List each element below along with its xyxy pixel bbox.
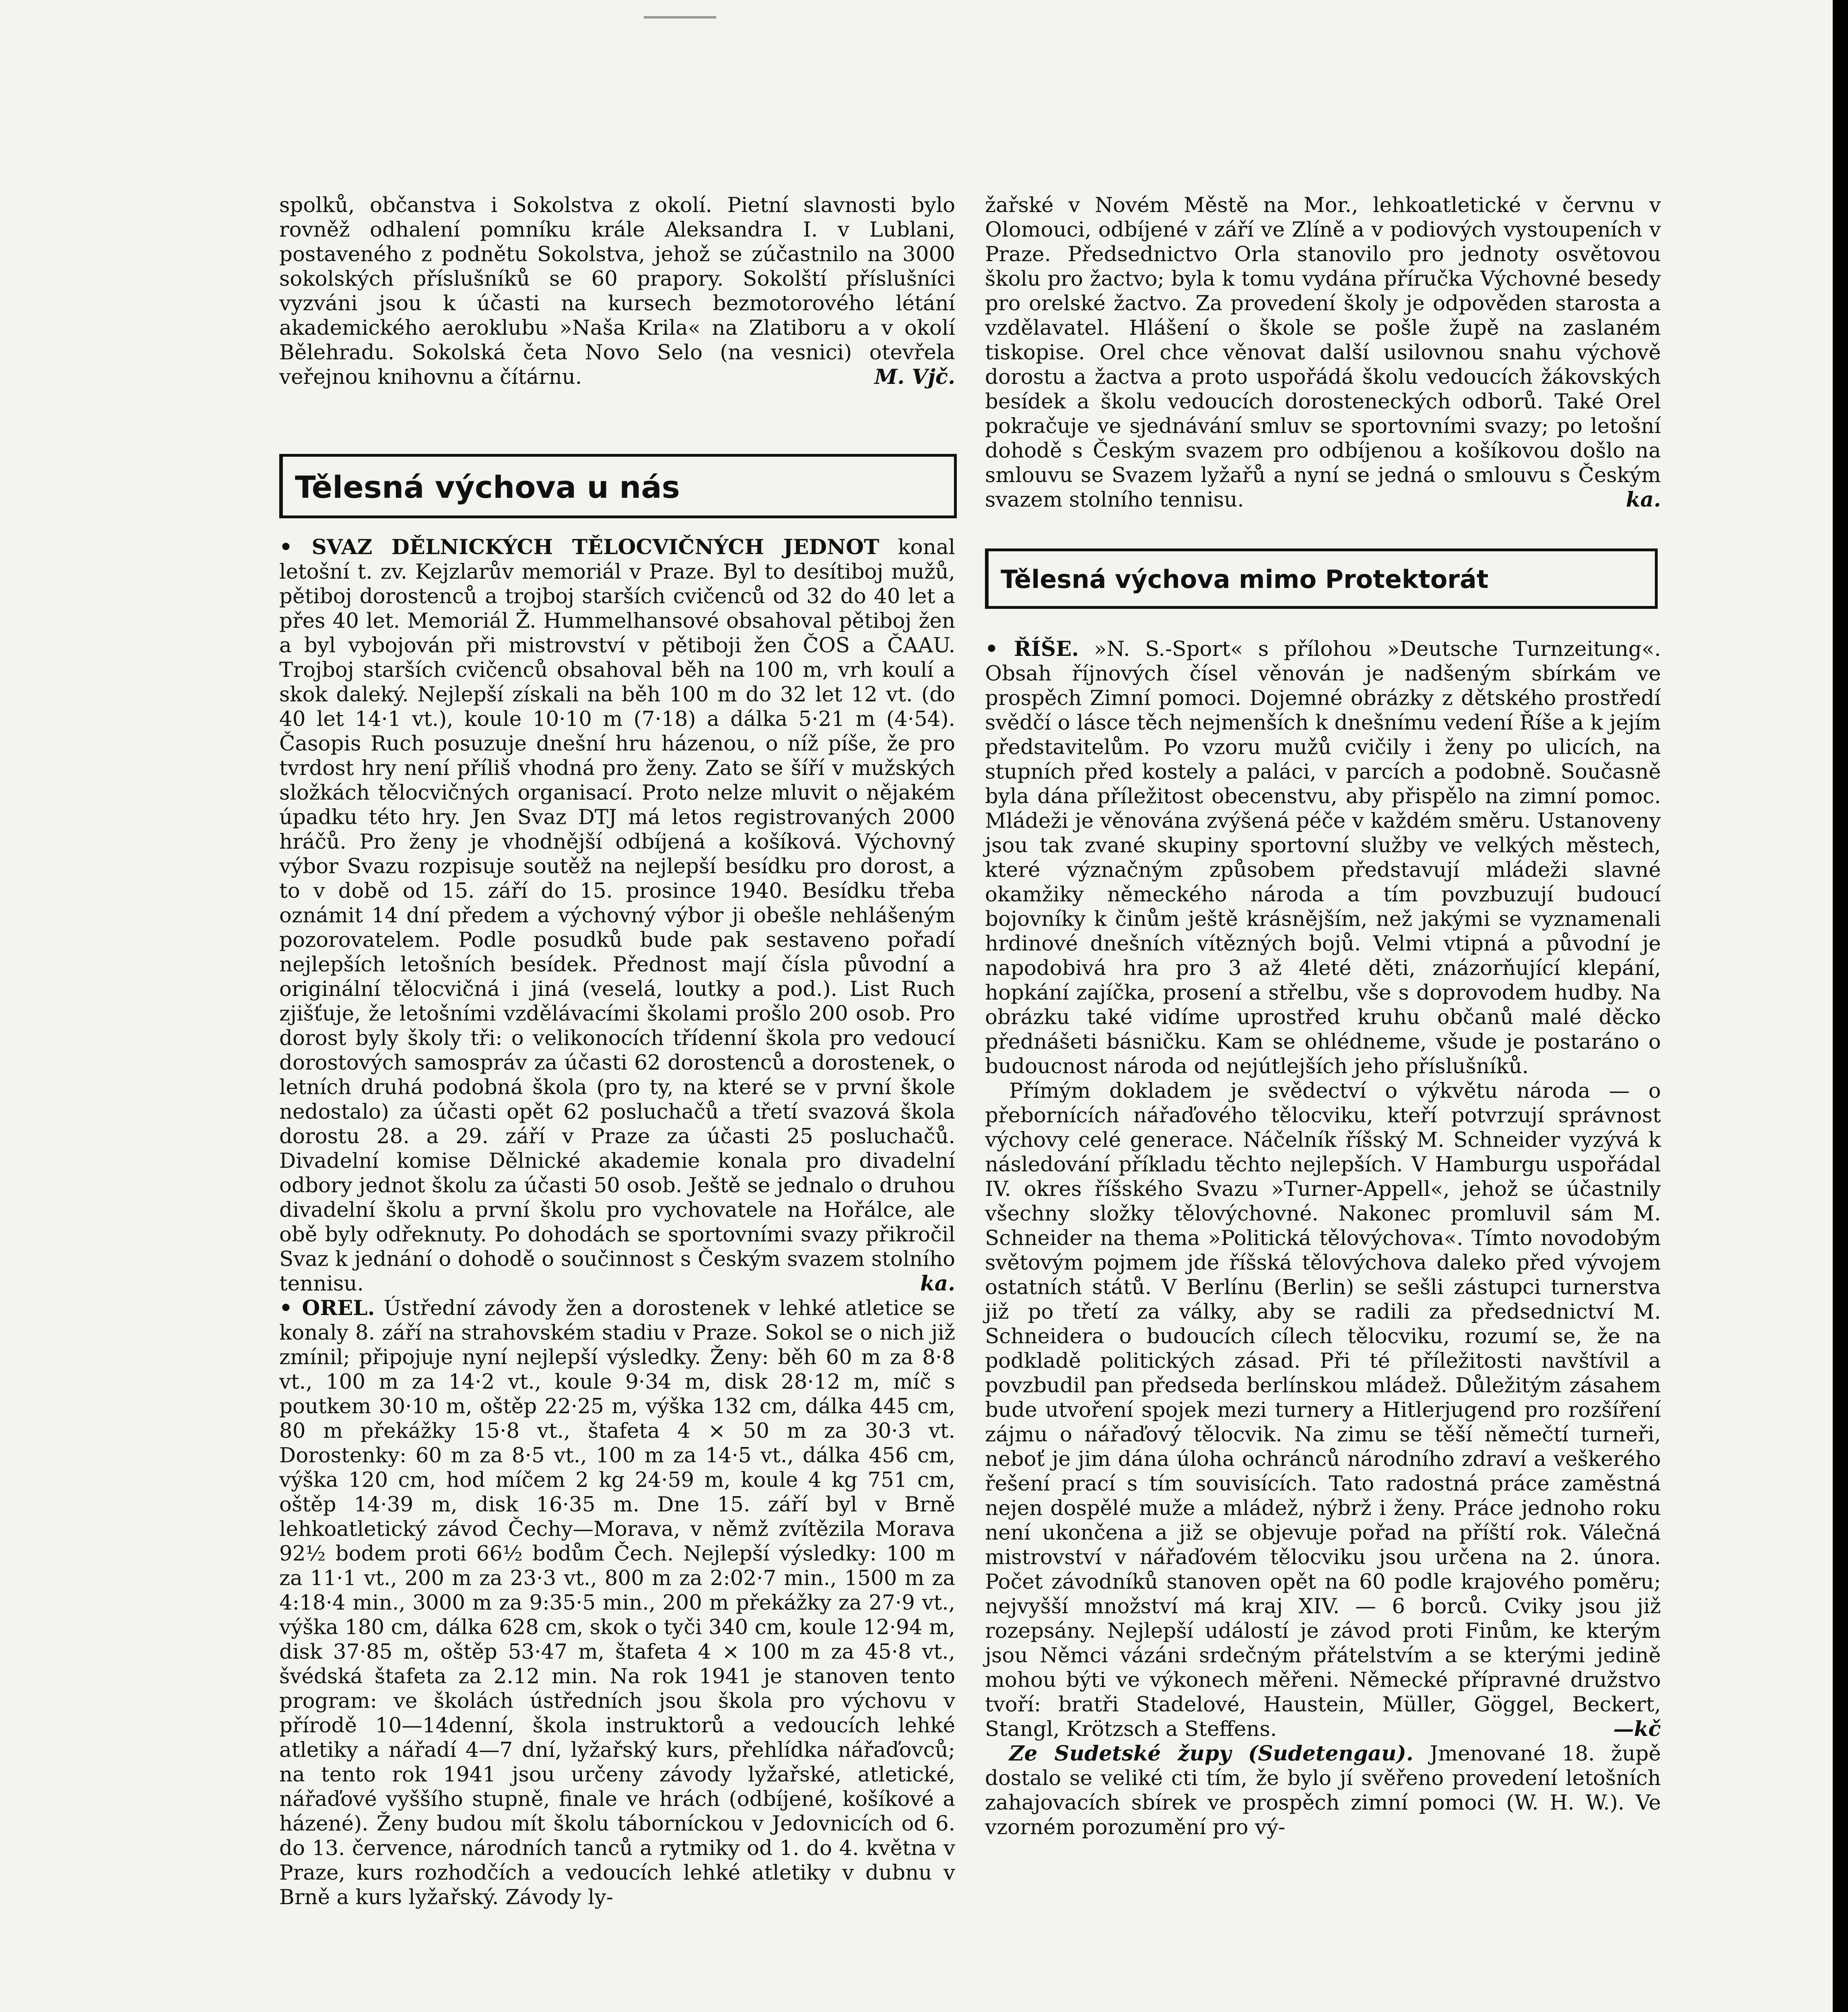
rise-title: • ŘÍŠE. [985,637,1079,661]
intro-paragraph: spolků, občanstva i Sokolstva z okolí. Pietní slavnosti bylo rovněž odhalení pomníku krále Aleksandra I. v Lublani, postaveného z podnětu Sokolstva, jehož se zúčastnilo na 3000 sokolských příslušníků se 60 prapory. Sokolští příslušníci vyzváni jsou k účasti na kursech bezmotorového létání akademického aeroklubu »Naša Krila« na Zlatiboru a v okolí Bělehradu. Sokolská četa Novo Selo (na vesnici) otevřela veřejnou knihovnu a čítárnu. M. Vjč. [279,193,955,389]
sudety-title: Ze Sudetské župy (Sudetengau). [1009,1742,1413,1766]
sudety-paragraph: Ze Sudetské župy (Sudetengau). Jmenované 18. župě dostalo se veliké cti tím, že bylo jí svěřeno provedení letošních zahajovacích sbírek ve prospěch zimní pomoci (W. H. W.). Ve vzorném porozumění pro vý- [985,1742,1661,1839]
orel-paragraph: • OREL. Ústřední závody žen a dorostenek v lehké atletice se konaly 8. září na strahovském stadiu v Praze. Sokol se o nich již zmínil; připojuje nyní nejlepší výsledky. Ženy: běh 60 m za 8·8 vt., 100 m za 14·2 vt., koule 9·34 m, disk 28·12 m, míč s poutkem 30·10 m, oštěp 22·25 m, výška 132 cm, dálka 445 cm, 80 m překážky 15·8 vt., štafeta 4 × 50 m za 30·3 vt. Dorostenky: 60 m za 8·5 vt., 100 m za 14·5 vt., dálka 456 cm, výška 120 cm, hod míčem 2 kg 24·59 m, koule 4 kg 751 cm, oštěp 14·39 m, disk 16·35 m. Dne 15. září byl v Brně lehkoatletický závod Čechy—Morava, v němž zvítězila Morava 92½ bodem proti 66½ bodům Čech. Nejlepší výsledky: 100 m za 11·1 vt., 200 m za 23·3 vt., 800 m za 2:02·7 min., 1500 m za 4:18·4 min., 3000 m za 9:35·5 min., 200 m překážky za 27·9 vt., výška 180 cm, dálka 628 cm, skok o tyči 340 cm, koule 12·94 m, disk 37·85 m, oštěp 53·47 m, štafeta 4 × 100 m za 45·8 vt., švédská štafeta za 2.12 min. Na rok 1941 je stanoven tento program: ve školách ústředních jsou škola pro výchovu v přírodě 10—14denní, škola instruktorů a vedoucích lehké atletiky a nářadí 4—7 dní, lyžařský kurs, přehlídka nářaďovců; na tento rok 1941 jsou určeny závody lyžařské, atletické, nářaďové vyššího stupně, finale ve hrách (odbíjené, košíkové a házené). Ženy budou mít školu táborníckou v Jedovnicích od 6. do 13. července, národních tanců a rytmiky od 1. do 4. května v Praze, kurs rozhodčích a vedoucích lehké atletiky v dubnu v Brně a kurs lyžařský. Závody ly- [279,1296,955,1909]
section-heading-domestic: Tělesná výchova u nás [279,454,957,518]
rise-paragraph-2: Přímým dokladem je svědectví o výkvětu národa — o přebornících nářaďového tělocviku, kteří potvrzují správnost výchovy celé generace. Náčelník říšský M. Schneider vyzývá k následování příkladu těchto nejlepších. V Hamburgu uspořádal IV. okres říšského Svazu »Turner-Appell«, jehož se účastnily všechny složky tělovýchovné. Nakonec promluvil sám M. Schneider na thema »Politická tělovýchova«. Tímto novodobým světovým pojmem jde říšská tělovýchova daleko před vývojem ostatních států. V Berlínu (Berlin) se sešli zástupci turnerstva již po třetí za války, aby se radili za předsednictví M. Schneidera o budoucích cílech tělocviku, rozumí se, že na podkladě politických zásad. Při té příležitosti navštívil a povzbudil pan předseda berlínskou mládež. Důležitým zásahem bude utvoření spojek mezi turnery a Hitlerjugend pro rozšíření zájmu o nářaďový tělocvik. Na zimu se těší němečtí turneři, neboť je jim dána úloha ochránců národního zdraví a veškerého řešení prací s tím souvisících. Tato radostná práce zaměstná nejen dospělé muže a mládež, nýbrž i ženy. Práce jednoho roku není ukončena a již se objevuje pořad na příští rok. Válečná mistrovství v nářaďovém tělocviku jsou určena na 2. února. Počet závodníků stanoven opět na 60 podle krajového poměru; nejvyšší množství má kraj XIV. — 6 borců. Cviky jsou již rozepsány. Nejlepší událostí je závod proti Finům, ke kterým jsou Němci vázáni srdečným přátelstvím a se kterými jedině mohou býti ve výkonech měřeni. Německé přípravné družstvo tvoří: bratři Stadelové, Haustein, Müller, Göggel, Beckert, Stangl, Krötzsch a Steffens. —kč [985,1079,1661,1741]
section-heading-abroad: Tělesná výchova mimo Protektorát [985,548,1658,609]
svaz-signature: ka. [920,1272,955,1296]
continuation-signature: ka. [1626,488,1661,512]
intro-signature: M. Vjč. [874,365,955,389]
continuation-paragraph: žařské v Novém Městě na Mor., lehkoatletické v červnu v Olomouci, odbíjené v září ve Zlíně a v podiových vystoupeních v Praze. Předsednictvo Orla stanovilo pro jednoty osvětovou školu pro žactvo; byla k tomu vydána příručka Výchovné besedy pro orelské žactvo. Za provedení školy je odpověden starosta a vzdělavatel. Hlášení o škole se pošle župě na zaslaném tiskopise. Orel chce věnovat další usilovnou snahu výchově dorostu a žactva a proto uspořádá školu vedoucích žákovských besídek a školu vedoucích dorosteneckých odborů. Také Orel pokračuje ve sjednávání smluv se sportovními svazy; po letošní dohodě s Českým svazem pro odbíjenou a košíkovou došlo na smlouvu se Svazem lyžařů a nyní se jedná o smlouvu s Českým svazem stolního tennisu. ka. [985,193,1661,512]
scan-mark [644,16,716,19]
rise-signature: —kč [1613,1717,1661,1741]
rise-paragraph: • ŘÍŠE. »N. S.-Sport« s přílohou »Deutsche Turnzeitung«. Obsah říjnových čísel věnován je nadšeným sbírkám ve prospěch Zimní pomoci. Dojemné obrázky z dětského prostředí svědčí o lásce těch nejmenších k dnešnímu vedení Říše a k jejím představitelům. Po vzoru mužů cvičily i ženy po ulicích, na stupních před kostely a paláci, v parcích a podobně. Současně byla dána příležitost obecenstvu, aby přispělo na zimní pomoc. Mládeži je věnována zvýšená péče v každém směru. Ustanoveny jsou tak zvané skupiny sportovní služby ve velkých městech, které význačným způsobem představují mládeži slavné okamžiky německého národa a tím povzbuzují budoucí bojovníky k činům ještě krásnějším, než jakými se vyznamenali hrdinové dnešních vítězných bojů. Velmi vtipná a původní je napodobivá hra pro 3 až 4leté děti, znázorňující klepání, hopkání zajíčka, prosení a střelbu, vše s doprovodem hudby. Na obrázku také vidíme uprostřed kruhu občanů malé děcko přednášeti básničku. Kam se ohlédneme, všude je postaráno o budoucnost národa od nejútlejších jeho příslušníků. [985,637,1661,1078]
right-column [985,193,1661,1840]
svaz-paragraph: • SVAZ DĚLNICKÝCH TĚLOCVIČNÝCH JEDNOT konal letošní t. zv. Kejzlarův memoriál v Praze. Byl to desítiboj mužů, pětiboj dorostenců a trojboj starších cvičenců od 32 do 40 let a přes 40 let. Memoriál Ž. Hummelhansové obsahoval pětiboj žen a byl vybojován při mistrovství v pětiboji žen ČOS a ČAAU. Trojboj starších cvičenců obsahoval běh na 100 m, vrh koulí a skok daleký. Nejlepší získali na běh 100 m do 32 let 12 vt. (do 40 let 14·1 vt.), koule 10·10 m (7·18) a dálka 5·21 m (4·54). Časopis Ruch posuzuje dnešní hru házenou, o níž píše, že pro tvrdost hry není příliš vhodná pro ženy. Zato se šíří v mužských složkách tělocvičných organisací. Proto nelze mluvit o nějakém úpadku této hry. Jen Svaz DTJ má letos registrovaných 2000 hráčů. Pro ženy je vhodnější odbíjená a košíková. Výchovný výbor Svazu rozpisuje soutěž na nejlepší besídku pro dorost, a to v době od 15. září do 15. prosince 1940. Besídku třeba oznámit 14 dní předem a výchovný výbor ji obešle nehlášeným pozorovatelem. Podle posudků bude pak sestaveno pořadí nejlepších letošních besídek. Přednost mají čísla původní a originální tělocvičná i jiná (veselá, loutky a pod.). List Ruch zjišťuje, že letošními vzdělávacími školami prošlo 200 osob. Pro dorost byly školy tři: o velikonocích třídenní škola pro vedoucí dorostových samospráv za účasti 62 dorostenců a dorostenek, o letních druhá podobná škola (pro ty, na které se v první škole nedostalo) za účasti opět 62 posluchačů a třetí svazová škola dorostu 28. a 29. září v Praze za účasti 25 posluchačů. Divadelní komise Dělnické akademie konala pro divadelní odbory jednot školu za účasti 50 osob. Ještě se jednalo o druhou divadelní školu a první školu pro vychovatele na Hořálce, ale obě byly odřeknuty. Po dohodách se sportovními svazy přikročil Svaz k jednání o dohodě o součinnost s Českým svazem stolního tennisu. ka. [279,535,955,1296]
svaz-title: • SVAZ DĚLNICKÝCH TĚLOCVIČNÝCH JEDNOT [279,535,880,559]
left-column [279,193,955,1910]
orel-title: • OREL. [279,1296,375,1320]
